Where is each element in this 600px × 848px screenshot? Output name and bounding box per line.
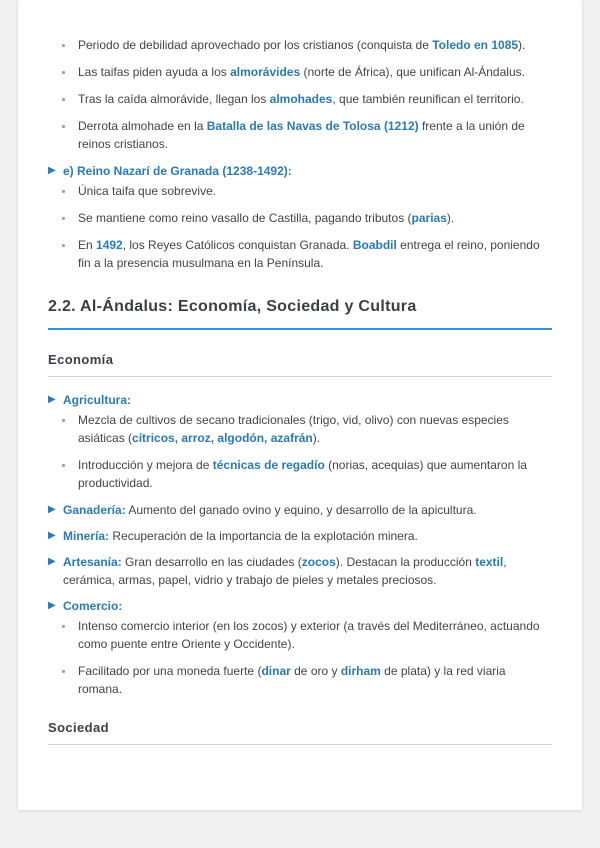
triangle-bullet-icon: ▶ (48, 556, 56, 567)
page-content (18, 0, 582, 745)
ganaderia-item: ▶ Ganadería: Aumento del ganado ovino y equino, y desarrollo de la apicultura. (48, 503, 477, 517)
agricultura-list (48, 411, 552, 492)
almoravid-almohad-list (48, 36, 552, 153)
section-title: 2.2. Al-Ándalus: Economía, Sociedad y Cultura (48, 298, 552, 330)
nazari-heading: ▶ e) Reino Nazarí de Granada (1238-1492): (48, 164, 292, 178)
comercio-list (48, 617, 552, 698)
triangle-bullet-icon: ▶ (48, 394, 56, 405)
nazari-list (48, 182, 552, 272)
triangle-bullet-icon: ▶ (48, 504, 56, 515)
list-item: Introducción y mejora de técnicas de regadío (norias, acequias) que aumentaron la productividad. (62, 456, 552, 492)
list-item: En 1492, los Reyes Católicos conquistan Granada. Boabdil entrega el reino, poniendo fin a la presencia musulmana en la Península. (62, 236, 552, 272)
artesania-item: ▶ Artesanía: Gran desarrollo en las ciudades (zocos). Destacan la producción textil, cerámica, armas, papel, vidrio y trabajo de pieles y metales preciosos. (48, 555, 507, 587)
document-page (18, 0, 582, 810)
list-item: Mezcla de cultivos de secano tradicionales (trigo, vid, olivo) con nuevas especies asiáticas (cítricos, arroz, algodón, azafrán). (62, 411, 552, 447)
list-item: Única taifa que sobrevive. (62, 182, 552, 200)
triangle-bullet-icon: ▶ (48, 600, 56, 611)
agricultura-item: ▶ Agricultura: (48, 393, 132, 407)
list-item: Derrota almohade en la Batalla de las Navas de Tolosa (1212) frente a la unión de reinos cristianos. (62, 117, 552, 153)
comercio-item: ▶ Comercio: (48, 599, 123, 613)
sociedad-heading: Sociedad (48, 720, 552, 745)
mineria-item: ▶ Minería: Recuperación de la importancia de la explotación minera. (48, 529, 418, 543)
list-item: Intenso comercio interior (en los zocos) y exterior (a través del Mediterráneo, actuando como puente entre Oriente y Occidente). (62, 617, 552, 653)
triangle-bullet-icon: ▶ (48, 530, 56, 541)
list-item: Se mantiene como reino vasallo de Castilla, pagando tributos (parias). (62, 209, 552, 227)
list-item: Tras la caída almorávide, llegan los almohades, que también reunifican el territorio. (62, 90, 552, 108)
economia-heading: Economía (48, 352, 552, 377)
list-item: Periodo de debilidad aprovechado por los cristianos (conquista de Toledo en 1085). (62, 36, 552, 54)
triangle-bullet-icon: ▶ (48, 165, 56, 176)
list-item: Las taifas piden ayuda a los almorávides (norte de África), que unifican Al-Ándalus. (62, 63, 552, 81)
list-item: Facilitado por una moneda fuerte (dinar de oro y dirham de plata) y la red viaria romana. (62, 662, 552, 698)
